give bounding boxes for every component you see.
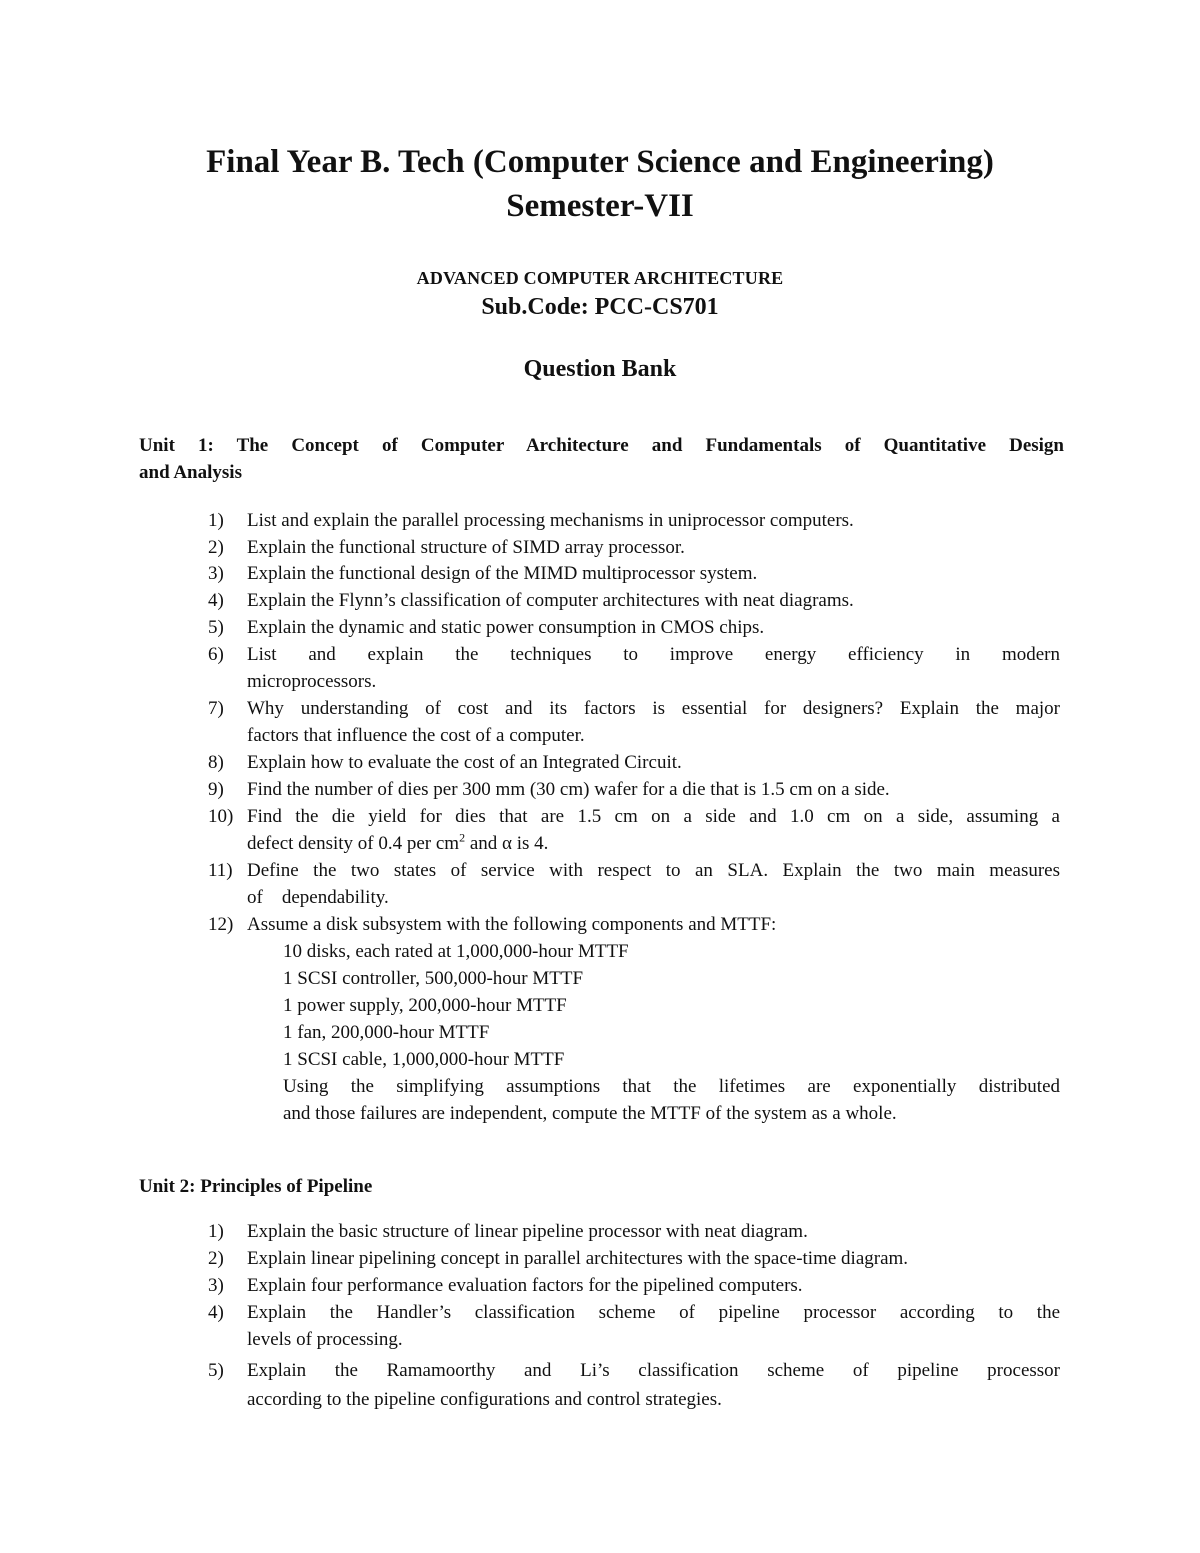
- question-text: Assume a disk subsystem with the following components and MTTF:: [247, 914, 777, 935]
- title-line-2: Semester-VII: [506, 188, 694, 224]
- question-number: 12): [208, 914, 234, 935]
- question-number: 2): [208, 537, 224, 558]
- question-text: Find the number of dies per 300 mm (30 cm) wafer for a die that is 1.5 cm on a side.: [247, 779, 890, 800]
- document-type: Question Bank: [523, 356, 677, 382]
- question-text: List and explain the parallel processing mechanisms in uniprocessor computers.: [247, 510, 854, 531]
- component-item: 10 disks, each rated at 1,000,000-hour MTTF: [283, 941, 629, 962]
- closing-text-line1: Using the simplifying assumptions that the lifetimes are exponentially distributed: [283, 1076, 1060, 1097]
- question-number: 7): [208, 698, 224, 719]
- question-text-line2: factors that influence the cost of a computer.: [247, 725, 585, 746]
- question-text: Explain the dynamic and static power consumption in CMOS chips.: [247, 617, 765, 638]
- question-text-line2-a: defect density of 0.4 per cm: [247, 833, 460, 854]
- course-title: ADVANCED COMPUTER ARCHITECTURE: [416, 268, 784, 288]
- question-text-line1: Define the two states of service with respect to an SLA. Explain the two main measures: [247, 860, 1060, 881]
- question-number: 3): [208, 563, 224, 584]
- unit2-heading: Unit 2: Principles of Pipeline: [139, 1176, 373, 1197]
- question-text: Explain how to evaluate the cost of an Integrated Circuit.: [247, 752, 682, 773]
- question-number: 8): [208, 752, 224, 773]
- question-text-line2: microprocessors.: [247, 671, 377, 692]
- question-text-line2-b: and α is 4.: [465, 833, 549, 854]
- question-number: 11): [208, 860, 233, 881]
- question-text: Explain the functional design of the MIMD multiprocessor system.: [247, 563, 758, 584]
- question-number: 5): [208, 1360, 224, 1381]
- question-number: 4): [208, 1302, 224, 1323]
- question-text-line2: [247, 830, 1060, 857]
- question-number: 5): [208, 617, 224, 638]
- subject-code: Sub.Code: PCC-CS701: [481, 294, 719, 320]
- unit1-heading-line2: and Analysis: [139, 462, 242, 483]
- question-number: 1): [208, 510, 224, 531]
- question-text: Explain the functional structure of SIMD array processor.: [247, 537, 685, 558]
- question-text-line1: List and explain the techniques to improve energy efficiency in modern: [247, 644, 1060, 665]
- unit1-heading-line1: Unit 1: The Concept of Computer Architecture and Fundamentals of Quantitative Design: [139, 435, 1064, 456]
- question-text: Explain four performance evaluation factors for the pipelined computers.: [247, 1275, 803, 1296]
- title-line-1: Final Year B. Tech (Computer Science and Engineering): [206, 144, 994, 180]
- question-text-line2: according to the pipeline configurations and control strategies.: [247, 1389, 722, 1410]
- question-text-line1: Find the die yield for dies that are 1.5 cm on a side and 1.0 cm on a side, assuming a: [247, 806, 1060, 827]
- question-text: Explain the basic structure of linear pipeline processor with neat diagram.: [247, 1221, 808, 1242]
- question-text-line1: Explain the Handler’s classification scheme of pipeline processor according to the: [247, 1302, 1060, 1323]
- question-number: 2): [208, 1248, 224, 1269]
- question-text-line1: Explain the Ramamoorthy and Li’s classification scheme of pipeline processor: [247, 1360, 1060, 1381]
- component-item: 1 fan, 200,000-hour MTTF: [283, 1022, 490, 1043]
- question-number: 10): [208, 806, 234, 827]
- question-number: 3): [208, 1275, 224, 1296]
- question-number: 9): [208, 779, 224, 800]
- closing-text-line2: and those failures are independent, compute the MTTF of the system as a whole.: [283, 1103, 897, 1124]
- question-text: Explain linear pipelining concept in parallel architectures with the space-time diagram.: [247, 1248, 909, 1269]
- question-text-line1: Why understanding of cost and its factors is essential for designers? Explain the major: [247, 698, 1060, 719]
- question-number: 1): [208, 1221, 224, 1242]
- question-number: 6): [208, 644, 224, 665]
- question-number: 4): [208, 590, 224, 611]
- question-text: Explain the Flynn’s classification of computer architectures with neat diagrams.: [247, 590, 854, 611]
- component-item: 1 SCSI controller, 500,000-hour MTTF: [283, 968, 584, 989]
- question-text-line2: of dependability.: [247, 887, 389, 908]
- question-text-line2: levels of processing.: [247, 1329, 403, 1350]
- component-item: 1 SCSI cable, 1,000,000-hour MTTF: [283, 1049, 565, 1070]
- component-item: 1 power supply, 200,000-hour MTTF: [283, 995, 567, 1016]
- superscript-2: 2: [459, 830, 466, 845]
